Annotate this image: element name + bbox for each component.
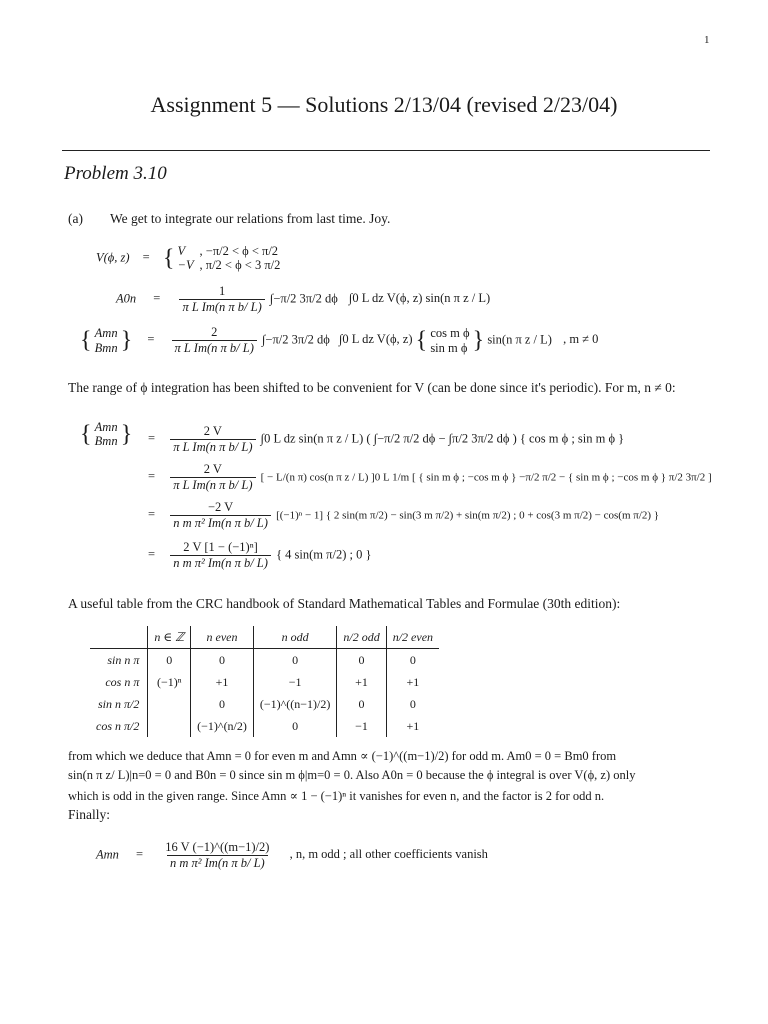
table-header-cell: n/2 even xyxy=(386,626,439,649)
case1-range: −π/2 < ϕ < π/2 xyxy=(205,244,279,258)
final-tail: , n, m odd ; all other coefficients vanish xyxy=(289,847,488,862)
step1-numerator: 2 V xyxy=(203,424,222,438)
derivation-step-2: = $\frac{2 V}{\text{π L Im(n π b/ L)}}$ [ − L/(n π) cos(n π z / L) ]0 L 1/m [ { sin m ϕ ; −cos m ϕ } −π/2 π/2 − { sin m ϕ ; −cos m ϕ } π/2 3π/2 ] xyxy=(148,462,712,492)
piecewise-cases: V , −π/2 < ϕ < π/2 −V , π/2 < ϕ < 3 π/2 xyxy=(177,244,281,273)
amn-integral-z: ∫0 L dz V(ϕ, z) xyxy=(339,332,413,347)
step4-denominator: n m π² Im(n π b/ L) xyxy=(170,555,271,571)
derivation-lhs xyxy=(80,420,132,449)
intro-text: We get to integrate our relations from last time. Joy. xyxy=(110,211,391,226)
step1-expression: ∫0 L dz sin(n π z / L) ( ∫−π/2 π/2 dϕ − ∫π/2 3π/2 dϕ ) { cos m ϕ ; sin m ϕ } xyxy=(260,431,625,446)
a0n-fraction xyxy=(179,284,264,315)
a0n-integral-phi: ∫−π/2 3π/2 dϕ xyxy=(269,291,338,306)
table-cell: 0 xyxy=(191,649,254,672)
step1-denominator: π L Im(n π b/ L) xyxy=(170,439,255,455)
step2-denominator: π L Im(n π b/ L) xyxy=(170,477,255,493)
table-cell: +1 xyxy=(337,671,386,693)
step3-expression: [(−1)ⁿ − 1] { 2 sin(m π/2) − sin(3 m π/2) + sin(m π/2) ; 0 + cos(3 m π/2) − cos(m π/2) } xyxy=(276,509,660,522)
table-cell: −1 xyxy=(253,671,336,693)
a0n-numerator: 1 xyxy=(218,284,226,298)
table-cell: 0 xyxy=(191,693,254,715)
table-cell: 0 xyxy=(337,649,386,672)
table-header-cell: n ∈ ℤ xyxy=(148,626,191,649)
final-numerator: 16 V (−1)^((m−1)/2) xyxy=(165,840,270,854)
crc-paragraph: A useful table from the CRC handbook of Standard Mathematical Tables and Formulae (30th edition): xyxy=(68,596,621,611)
final-lhs: Amn xyxy=(96,847,119,862)
table-cell: 0 xyxy=(148,649,191,672)
amn-tail: sin(n π z / L) xyxy=(487,332,552,347)
derivation-step-4: = $\frac{\text{2 V [1 − (−1)ⁿ]}}{\text{n m π² Im(n π b/ L)}}$ { 4 sin(m π/2) ; 0 } xyxy=(148,540,372,570)
amn-trig-bottom: sin m ϕ xyxy=(430,340,468,355)
table-cell: sin n π/2 xyxy=(90,693,148,715)
table-cell: (−1)^((n−1)/2) xyxy=(253,693,336,715)
conclusion-line-3: which is odd in the given range. Since Amn ∝ 1 − (−1)ⁿ it vanishes for even n, and the factor is 2 for odd n. xyxy=(68,789,605,803)
part-label: (a) xyxy=(68,211,83,226)
table-row xyxy=(90,715,439,737)
crc-table xyxy=(90,626,439,737)
derivation-step-1: = $\frac{2 V}{\text{π L Im(n π b/ L)}}$ ∫0 L dz sin(n π z / L) ( ∫−π/2 π/2 dϕ − ∫π/2 3π/2 dϕ ) { cos m ϕ ; sin m ϕ } xyxy=(148,424,625,454)
amn-trig-top: cos m ϕ xyxy=(430,326,470,341)
table-cell: 0 xyxy=(337,693,386,715)
conclusion-line-2: sin(n π z/ L)|n=0 = 0 and B0n = 0 since sin m ϕ|m=0 = 0. Also A0n = 0 because the ϕ integral is over V(ϕ, z) only xyxy=(68,768,636,782)
table-cell: +1 xyxy=(406,718,420,733)
table-cell: (−1)^(n/2) xyxy=(191,715,254,737)
amn-bmn-lhs xyxy=(95,326,118,355)
table-cell: (−1)ⁿ xyxy=(148,671,191,693)
table-cell: sin n π xyxy=(90,649,148,672)
table-cell: +1 xyxy=(191,671,254,693)
derivation-lhs-stack xyxy=(95,420,118,449)
step4-numerator: 2 V [1 − (−1)ⁿ] xyxy=(183,540,258,554)
left-brace: { xyxy=(162,245,175,272)
table-header-cell: n odd xyxy=(253,626,336,649)
amn-fraction xyxy=(172,325,257,356)
step3-numerator: −2 V xyxy=(207,500,234,514)
amn-denominator: π L Im(n π b/ L) xyxy=(172,340,257,356)
table-row xyxy=(90,649,439,672)
step2-expression: [ − L/(n π) cos(n π z / L) ]0 L 1/m [ { sin m ϕ ; −cos m ϕ } −π/2 π/2 − { sin m ϕ ; −cos m ϕ } π/2 3π/2 ] xyxy=(260,471,712,484)
table-row xyxy=(90,693,439,715)
case2-value: −V xyxy=(177,258,194,273)
a0n-lhs: A0n xyxy=(116,291,137,306)
table-header-row xyxy=(90,626,439,649)
a0n-denominator: π L Im(n π b/ L) xyxy=(179,299,264,315)
table-cell: 0 xyxy=(409,696,416,711)
right-brace: } xyxy=(472,327,485,354)
bmn-label: Bmn xyxy=(94,340,118,355)
table-cell: cos n π/2 xyxy=(90,715,148,737)
a0n-integral-z: ∫0 L dz V(ϕ, z) sin(n π z / L) xyxy=(348,291,491,306)
step2-numerator: 2 V xyxy=(203,462,222,476)
potential-lhs: V(ϕ, z) xyxy=(96,250,130,265)
step4-expression: { 4 sin(m π/2) ; 0 } xyxy=(276,547,372,562)
page-title: Assignment 5 — Solutions 2/13/04 (revised 2/23/04) xyxy=(150,92,618,117)
potential-definition: V(ϕ, z) = { V , −π/2 < ϕ < π/2 −V , π/2 < ϕ < 3 π/2 xyxy=(96,244,281,273)
conclusion-line-1: from which we deduce that Amn = 0 for even m and Amn ∝ (−1)^((m−1)/2) for odd m. Am0 = 0 = Bm0 from xyxy=(68,749,617,763)
left-brace: { xyxy=(80,421,92,448)
step3-denominator: n m π² Im(n π b/ L) xyxy=(170,515,271,531)
amn-trig xyxy=(430,326,469,355)
right-brace: } xyxy=(120,421,133,448)
table-cell: 0 xyxy=(253,715,336,737)
table-cell: cos n π xyxy=(90,671,148,693)
table-header-cell xyxy=(90,626,148,649)
case2-range: π/2 < ϕ < 3 π/2 xyxy=(205,258,281,273)
case1-value: V xyxy=(177,244,186,258)
table-row xyxy=(90,671,439,693)
left-brace: { xyxy=(80,327,92,354)
page-number: 1 xyxy=(704,34,710,46)
table-cell xyxy=(148,715,191,737)
a0n-equation: A0n = $\frac{1}{\text{π L Im(n π b/ L)}}$ ∫−π/2 3π/2 dϕ ∫0 L dz V(ϕ, z) sin(n π z / L) xyxy=(116,284,491,314)
crc-table-wrap xyxy=(90,626,439,737)
amn-bmn-equation: { Amn Bmn } = $\frac{2}{\text{π L Im(n π b/ L)}}$ ∫−π/2 3π/2 dϕ ∫0 L dz V(ϕ, z) { cos m ϕ sin m ϕ } sin(n π z / L) , m ≠ 0 xyxy=(80,325,599,355)
table-header-cell: n even xyxy=(191,626,254,649)
derivation-amn-label: Amn xyxy=(94,420,118,434)
table-header-cell: n/2 odd xyxy=(337,626,386,649)
amn-condition: , m ≠ 0 xyxy=(563,332,599,347)
problem-title: Problem 3.10 xyxy=(64,163,167,184)
title-divider xyxy=(62,150,710,151)
final-fraction xyxy=(162,840,272,871)
table-cell: 0 xyxy=(409,652,416,667)
derivation-step-3: = $\frac{-2 V}{\text{n m π² Im(n π b/ L)}}$ [(−1)ⁿ − 1] { 2 sin(m π/2) − sin(3 m π/2) + sin(m π/2) ; 0 + cos(3 m π/2) − cos(m π/2) } xyxy=(148,500,660,530)
final-equation: Amn = $\frac{16 V (-1)\^{}((m-1)/2)}{\text{n m π² Im(n π b/ L)}}$ , n, m odd ; all other coefficients vanish xyxy=(96,840,488,870)
table-cell: 0 xyxy=(253,649,336,672)
left-brace: { xyxy=(415,327,428,354)
amn-label: Amn xyxy=(94,326,118,341)
amn-numerator: 2 xyxy=(211,325,218,339)
conclusion-line-4: Finally: xyxy=(68,807,111,822)
amn-integral-phi: ∫−π/2 3π/2 dϕ xyxy=(262,332,330,347)
right-brace: } xyxy=(120,327,133,354)
table-cell: −1 xyxy=(337,715,386,737)
final-denominator: n m π² Im(n π b/ L) xyxy=(167,855,268,871)
table-cell xyxy=(148,693,191,715)
derivation-bmn-label: Bmn xyxy=(94,434,118,449)
range-paragraph: The range of ϕ integration has been shifted to be convenient for V (can be done since it's periodic). For m, n ≠ 0: xyxy=(68,380,676,395)
table-cell: +1 xyxy=(406,674,420,689)
